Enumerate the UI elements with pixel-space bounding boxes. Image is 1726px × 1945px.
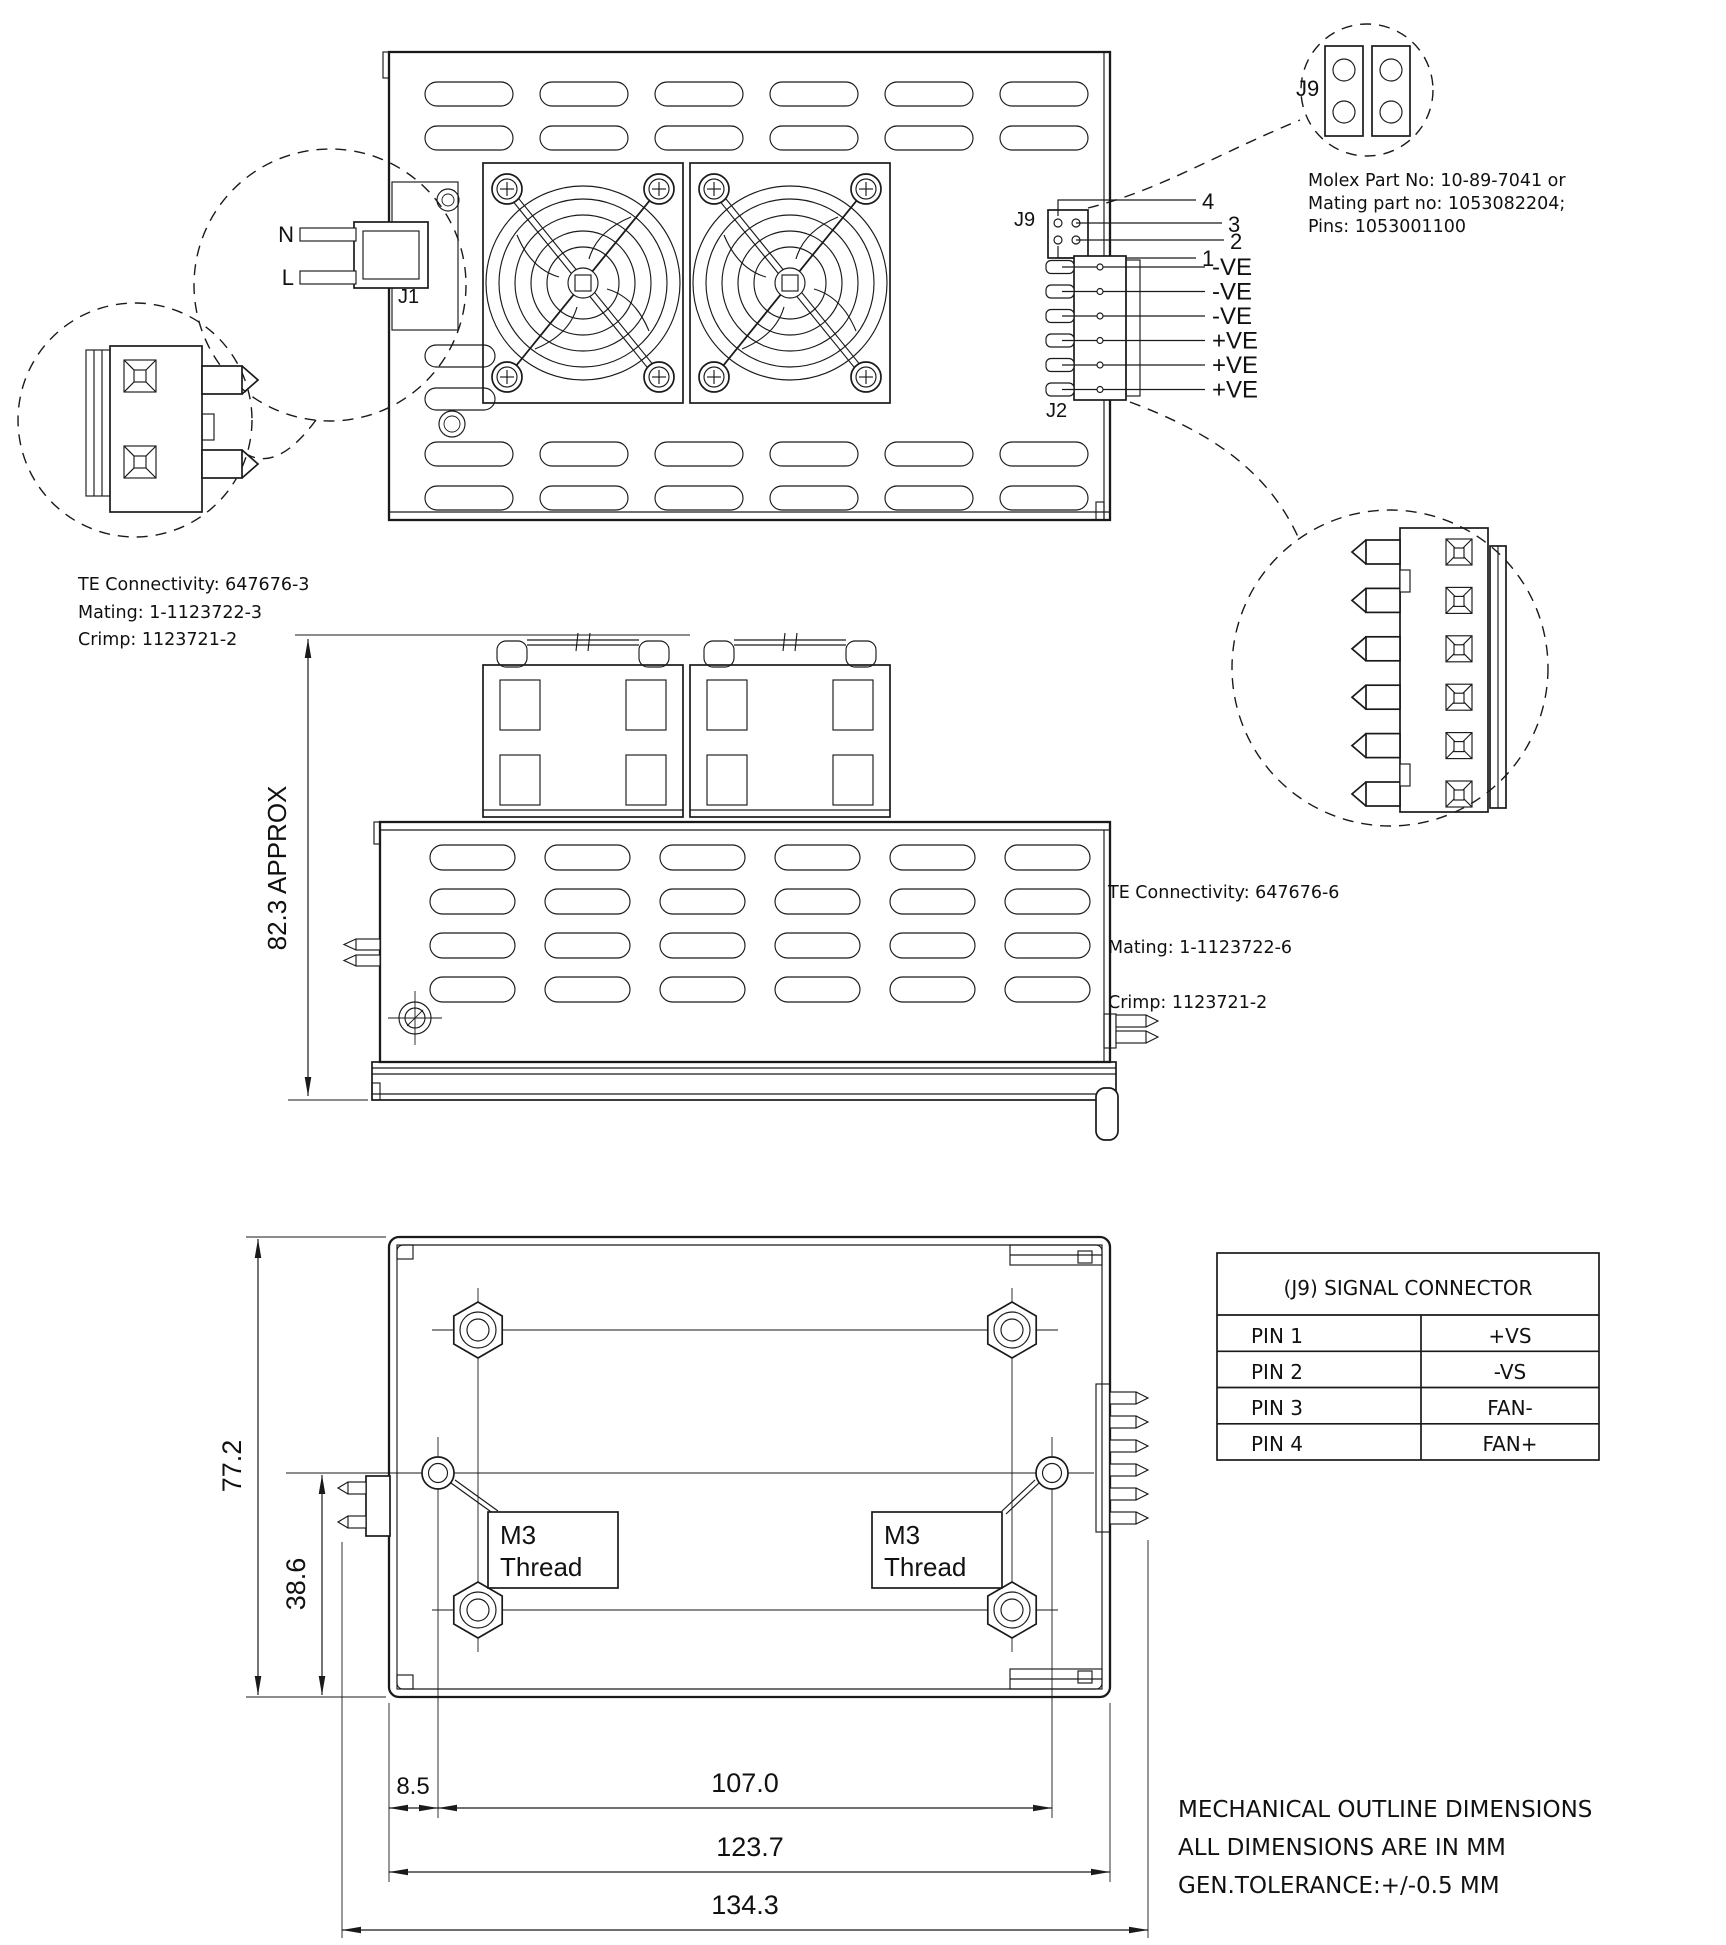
drawing-notes bbox=[1178, 1797, 1592, 1899]
dimension-8-5 bbox=[389, 1703, 438, 1882]
output-pin-label: -VE bbox=[1212, 303, 1253, 330]
pin-number-3: 3 bbox=[1228, 212, 1241, 237]
corner-flange bbox=[1010, 1669, 1102, 1689]
j1-inlet-connector bbox=[300, 222, 428, 288]
m3-label: M3 bbox=[500, 1520, 537, 1550]
corner-flange bbox=[1010, 1245, 1102, 1265]
dim-approx-height: 82.3 APPROX bbox=[262, 785, 292, 951]
svg-text:77.2: 77.2 bbox=[217, 1439, 247, 1493]
te-647676-3-line1: TE Connectivity: 647676-3 bbox=[78, 575, 310, 595]
molex-line2: Mating part no: 1053082204; bbox=[1308, 194, 1566, 214]
detail-pins bbox=[1352, 539, 1472, 807]
te-647676-6-line2: Mating: 1-1123722-6 bbox=[1108, 938, 1293, 958]
note-line1: MECHANICAL OUTLINE DIMENSIONS bbox=[1178, 1797, 1593, 1823]
note-line2: ALL DIMENSIONS ARE IN MM bbox=[1178, 1835, 1506, 1861]
te-647676-6-line1: TE Connectivity: 647676-6 bbox=[1108, 883, 1340, 903]
svg-text:38.6: 38.6 bbox=[281, 1557, 311, 1611]
m3-hole-right bbox=[1036, 1457, 1068, 1489]
te-647676-3-line3: Crimp: 1123721-2 bbox=[78, 630, 238, 650]
side-vent-slots bbox=[430, 845, 1090, 1002]
table-cell: PIN 3 bbox=[1251, 1396, 1304, 1420]
bottom-output-pins bbox=[1110, 1392, 1148, 1524]
note-line3: GEN.TOLERANCE:+/-0.5 MM bbox=[1178, 1873, 1500, 1899]
output-pin-label: -VE bbox=[1212, 254, 1253, 281]
label-j9-detail: J9 bbox=[1296, 76, 1320, 101]
m3-thread-label: Thread bbox=[500, 1552, 583, 1582]
j9-molex-detail bbox=[1088, 24, 1566, 237]
svg-text:8.5: 8.5 bbox=[396, 1773, 430, 1800]
output-pin-label: +VE bbox=[1212, 376, 1259, 404]
pin-number-1: 1 bbox=[1202, 246, 1215, 271]
screw-icon bbox=[437, 189, 459, 211]
pin-number-4: 4 bbox=[1202, 189, 1215, 214]
m3-hole-left bbox=[422, 1457, 454, 1489]
table-cell: PIN 1 bbox=[1251, 1324, 1304, 1348]
table-cell: FAN- bbox=[1487, 1396, 1533, 1420]
output-pin-label: -VE bbox=[1212, 278, 1253, 306]
pin-number-2: 2 bbox=[1230, 229, 1243, 254]
m3-label: M3 bbox=[884, 1520, 921, 1550]
table-cell: PIN 2 bbox=[1251, 1360, 1304, 1384]
svg-text:123.7: 123.7 bbox=[716, 1832, 784, 1862]
dimension-38-6 bbox=[281, 1475, 322, 1695]
signal-connector-table bbox=[1217, 1253, 1599, 1460]
dimension-107-0 bbox=[438, 1768, 1052, 1808]
pin-n bbox=[300, 228, 356, 241]
label-n: N bbox=[278, 222, 294, 247]
svg-text:107.0: 107.0 bbox=[711, 1768, 779, 1798]
side-fans bbox=[483, 633, 890, 817]
table-cell: +VS bbox=[1488, 1324, 1532, 1348]
molex-line3: Pins: 1053001100 bbox=[1308, 217, 1467, 237]
table-cell: FAN+ bbox=[1482, 1432, 1538, 1456]
j9-connector bbox=[1048, 210, 1088, 258]
output-pin-label: +VE bbox=[1212, 352, 1259, 379]
label-l: L bbox=[281, 265, 294, 290]
molex-line1: Molex Part No: 10-89-7041 or bbox=[1308, 171, 1566, 191]
bottom-view bbox=[217, 1237, 1148, 1938]
top-view bbox=[278, 52, 1258, 520]
table-cell: PIN 4 bbox=[1251, 1432, 1304, 1456]
table-title: (J9) SIGNAL CONNECTOR bbox=[1283, 1276, 1533, 1300]
table-cell: -VS bbox=[1493, 1360, 1527, 1384]
side-view bbox=[262, 633, 1158, 1140]
fan-grills bbox=[483, 163, 890, 403]
te-647676-3-line2: Mating: 1-1123722-3 bbox=[78, 603, 263, 623]
output-pin-label: +VE bbox=[1212, 327, 1259, 355]
label-j1: J1 bbox=[398, 286, 420, 308]
pin-l bbox=[300, 271, 356, 284]
label-j2: J2 bbox=[1046, 400, 1068, 422]
te-647676-6-line3: Crimp: 1123721-2 bbox=[1108, 993, 1268, 1013]
j2-connector-body bbox=[1074, 256, 1126, 400]
dimension-77-2 bbox=[217, 1237, 386, 1697]
m3-thread-label: Thread bbox=[884, 1552, 967, 1582]
svg-text:134.3: 134.3 bbox=[711, 1890, 779, 1920]
label-j9-top: J9 bbox=[1014, 209, 1036, 231]
j2-connector-detail bbox=[1107, 402, 1548, 1013]
